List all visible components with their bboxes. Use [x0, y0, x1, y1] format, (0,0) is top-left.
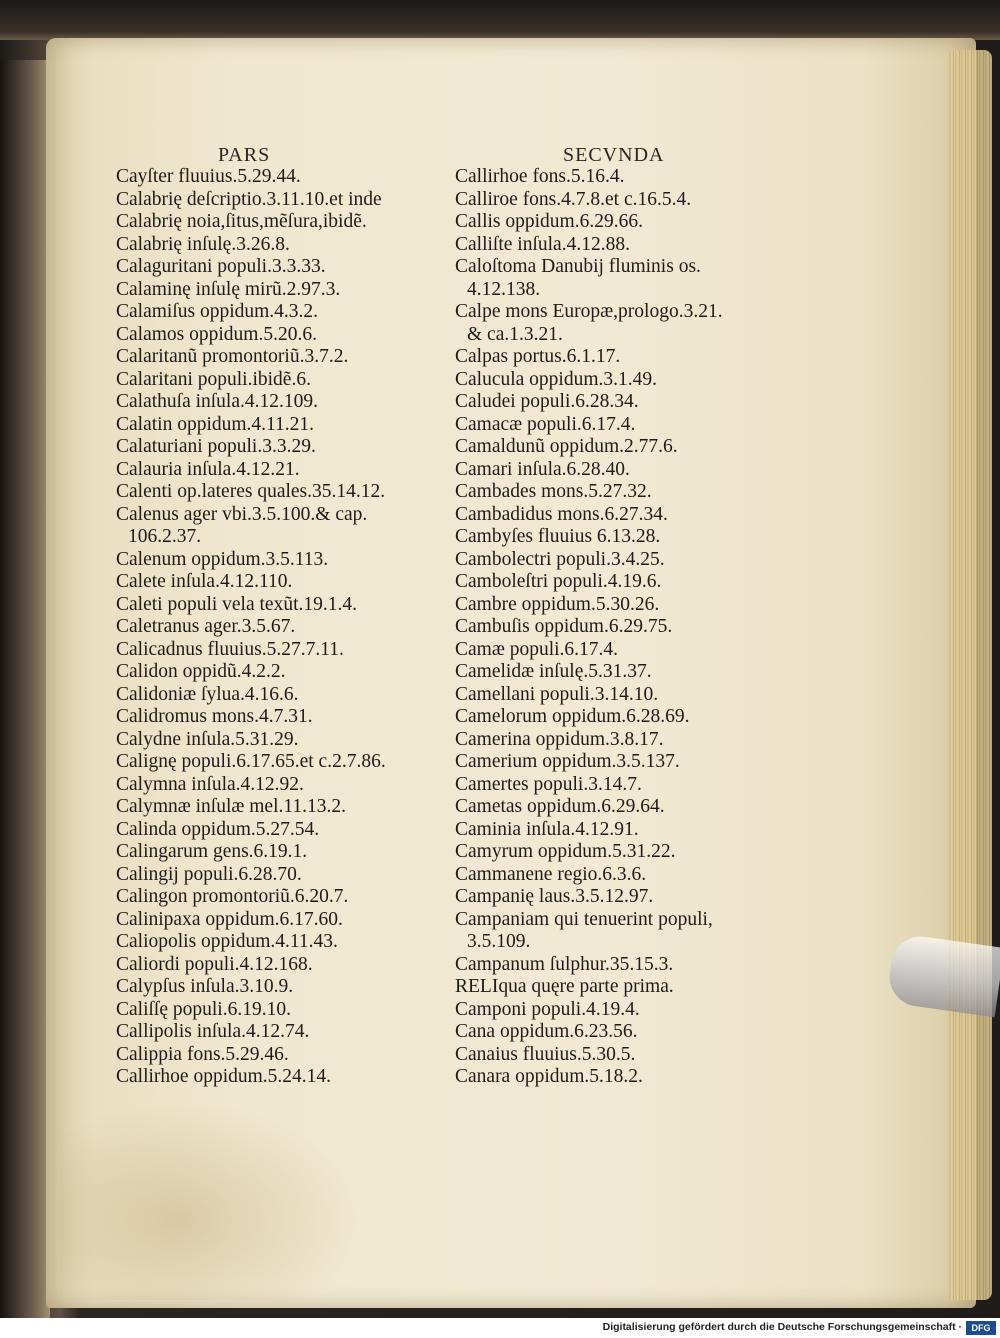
index-entry: Calaturiani populi.3.3.29. — [116, 436, 316, 457]
index-entry: Calingon promontoriũ.6.20.7. — [116, 886, 349, 907]
index-entry: Camacæ populi.6.17.4. — [455, 413, 636, 435]
index-entry: 106.2.37. — [128, 526, 202, 547]
index-entry: Cambadidus mons.6.27.34. — [455, 503, 668, 525]
index-entry: Calamiſus oppidum.4.3.2. — [116, 301, 319, 322]
index-entry: Camyrum oppidum.5.31.22. — [455, 841, 676, 862]
index-entry: Calaritanũ promontoriũ.3.7.2. — [116, 346, 349, 367]
index-entry: 4.12.138. — [467, 278, 541, 300]
index-entry: Calenti op.lateres quales.35.14.12. — [116, 481, 386, 502]
index-entry: Calingij populi.6.28.70. — [116, 863, 302, 885]
index-entry: Calippia fons.5.29.46. — [116, 1043, 289, 1065]
index-entry: Caludei populi.6.28.34. — [455, 391, 639, 412]
index-entry: Camboleſtri populi.4.19.6. — [455, 571, 662, 592]
index-entry: Caletranus ager.3.5.67. — [116, 616, 296, 637]
index-entry: Calenum oppidum.3.5.113. — [116, 548, 329, 570]
index-entry: Calignę populi.6.17.65.et c.2.7.86. — [116, 751, 386, 772]
index-entry: Calliroe fons.4.7.8.et c.16.5.4. — [455, 188, 692, 210]
index-entry: Cambolectri populi.3.4.25. — [455, 548, 665, 570]
index-entry: Calaguritani populi.3.3.33. — [116, 256, 326, 277]
index-entry: Calatin oppidum.4.11.21. — [116, 413, 315, 435]
index-entry: Calymna inſula.4.12.92. — [116, 773, 304, 795]
index-entry: Campanię laus.3.5.12.97. — [455, 886, 654, 907]
dfg-logo: DFG — [966, 1321, 996, 1335]
index-entry: 3.5.109. — [467, 931, 531, 952]
index-entry: Campaniam qui tenuerint populi, — [455, 908, 713, 930]
index-entry: Calabrię deſcriptio.3.11.10.et inde — [116, 188, 382, 210]
index-entry: Calete inſula.4.12.110. — [116, 571, 293, 592]
index-entry: Cambyſes fluuius 6.13.28. — [455, 526, 661, 547]
index-entry: Calinda oppidum.5.27.54. — [116, 818, 320, 840]
index-entry: RELIqua quęre parte prima. — [455, 976, 674, 997]
index-entry: Calinipaxa oppidum.6.17.60. — [116, 908, 343, 930]
index-entry: Callipolis inſula.4.12.74. — [116, 1021, 310, 1042]
index-entry: Caliordi populi.4.12.168. — [116, 953, 313, 975]
index-entry: Calaritani populi.ibidẽ.6. — [116, 368, 311, 390]
index-entry: Camertes populi.3.14.7. — [455, 773, 642, 795]
index-entry: Canaius fluuius.5.30.5. — [455, 1043, 636, 1065]
index-entry: Calydne inſula.5.31.29. — [116, 728, 299, 750]
index-entry: Calpe mons Europæ,prologo.3.21. — [455, 301, 723, 322]
index-entry: Camari inſula.6.28.40. — [455, 458, 630, 480]
book-cover-top — [0, 0, 1000, 40]
index-entry: Calabrię noia,ſitus,mẽſura,ibidẽ. — [116, 211, 367, 232]
index-entry: Calucula oppidum.3.1.49. — [455, 368, 658, 390]
index-entry: Canara oppidum.5.18.2. — [455, 1066, 643, 1087]
index-entry: Camponi populi.4.19.4. — [455, 998, 640, 1020]
index-entry: Cambre oppidum.5.30.26. — [455, 593, 660, 615]
index-entry: Calpas portus.6.1.17. — [455, 346, 621, 367]
index-entry: Calingarum gens.6.19.1. — [116, 841, 308, 862]
index-entry: Calliſte inſula.4.12.88. — [455, 233, 630, 255]
facing-page-edge — [0, 60, 50, 1318]
index-entry: Caminia inſula.4.12.91. — [455, 818, 639, 840]
running-head-right: SECVNDA — [563, 144, 665, 166]
index-entry: Camæ populi.6.17.4. — [455, 638, 619, 660]
index-entry: Caliopolis oppidum.4.11.43. — [116, 931, 338, 952]
paper-stain — [60, 1100, 360, 1300]
index-entry: Camerina oppidum.3.8.17. — [455, 728, 664, 750]
index-entry: Cana oppidum.6.23.56. — [455, 1021, 638, 1042]
index-entry: Callirhoe oppidum.5.24.14. — [116, 1066, 332, 1087]
index-entry: Calauria inſula.4.12.21. — [116, 458, 300, 480]
index-entry: Calabrię inſulę.3.26.8. — [116, 233, 290, 255]
index-entry: Cammanene regio.6.3.6. — [455, 863, 647, 885]
index-entry: Campanum ſulphur.35.15.3. — [455, 953, 674, 975]
index-entry: Camaldunũ oppidum.2.77.6. — [455, 436, 678, 457]
index-entry: Calicadnus fluuius.5.27.7.11. — [116, 638, 344, 660]
index-column-left — [116, 166, 446, 1089]
page-stack-edges — [948, 50, 992, 1300]
index-entry: Cayſter fluuius.5.29.44. — [116, 166, 301, 187]
index-entry: Calidromus mons.4.7.31. — [116, 706, 313, 727]
index-entry: Calidon oppidũ.4.2.2. — [116, 661, 286, 682]
index-entry: Caloſtoma Danubij fluminis os. — [455, 256, 701, 277]
index-entry: Calenus ager vbi.3.5.100.& cap. — [116, 503, 368, 525]
index-entry: Calypſus inſula.3.10.9. — [116, 976, 294, 997]
index-entry: Callirhoe fons.5.16.4. — [455, 166, 625, 187]
index-entry: Caliſſę populi.6.19.10. — [116, 998, 291, 1020]
index-entry: Calymnæ inſulæ mel.11.13.2. — [116, 796, 347, 817]
index-entry: Cambuſis oppidum.6.29.75. — [455, 616, 673, 637]
index-entry: Camerium oppidum.3.5.137. — [455, 751, 680, 772]
index-entry: Calidoniæ ſylua.4.16.6. — [116, 683, 299, 705]
index-column-right — [455, 166, 790, 1089]
index-entry: Calathuſa inſula.4.12.109. — [116, 391, 319, 412]
index-entry: Caleti populi vela texũt.19.1.4. — [116, 593, 357, 615]
index-entry: Cambades mons.5.27.32. — [455, 481, 652, 502]
index-entry: & ca.1.3.21. — [467, 323, 563, 345]
index-entry: Calamos oppidum.5.20.6. — [116, 323, 317, 345]
footer-bar — [0, 1318, 1000, 1338]
index-entry: Callis oppidum.6.29.66. — [455, 211, 643, 232]
running-head-left: PARS — [218, 144, 271, 166]
index-entry: Camellani populi.3.14.10. — [455, 683, 659, 705]
index-entry: Camelorum oppidum.6.28.69. — [455, 706, 690, 727]
footer-credit: Digitalisierung gefördert durch die Deutsche Forschungsgemeinschaft · — [602, 1321, 962, 1333]
index-entry: Camelidæ inſulę.5.31.37. — [455, 661, 652, 682]
index-entry: Calaminę inſulę mirũ.2.97.3. — [116, 278, 341, 300]
index-entry: Cametas oppidum.6.29.64. — [455, 796, 665, 817]
